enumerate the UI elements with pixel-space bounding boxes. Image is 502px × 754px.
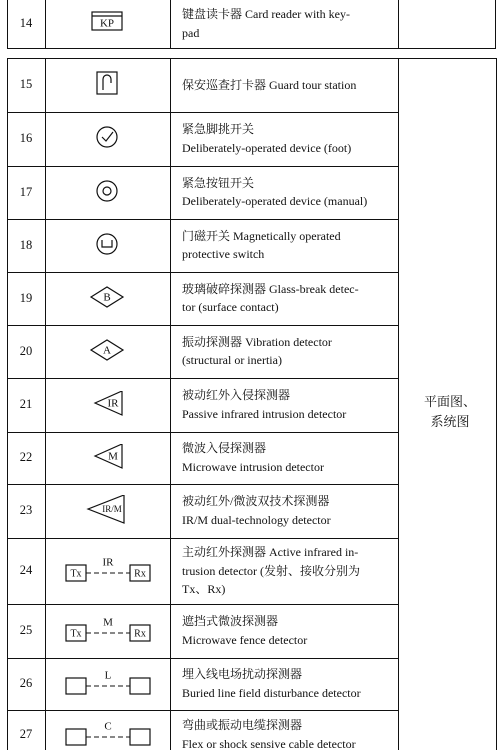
row-number: 26 bbox=[19, 676, 33, 690]
symbol-label: L bbox=[104, 670, 112, 682]
symbol-label: M bbox=[108, 450, 118, 463]
row-divider bbox=[7, 538, 399, 539]
grid-line bbox=[7, 58, 497, 59]
row-number: 24 bbox=[19, 563, 33, 577]
row-divider bbox=[7, 378, 399, 379]
grid-line bbox=[170, 58, 171, 750]
symbol-label: B bbox=[103, 291, 111, 304]
symbol-label: A bbox=[103, 344, 111, 357]
active-infrared-detector-icon bbox=[60, 557, 160, 583]
symbol-label: KP bbox=[99, 17, 115, 30]
receiver-label: Rx bbox=[134, 568, 146, 580]
symbol-label: IR/M bbox=[102, 504, 122, 515]
symbol-label: IR bbox=[107, 397, 119, 410]
row-description: 遮挡式微波探测器 Microwave fence detector bbox=[182, 614, 308, 647]
row-divider bbox=[7, 219, 399, 220]
row-divider bbox=[7, 484, 399, 485]
grid-line bbox=[496, 58, 497, 750]
row-description: 紧急脚挑开关 Deliberately-operated device (foot) bbox=[182, 122, 352, 155]
transmitter-label: Tx bbox=[70, 628, 82, 640]
row-description: 振动探测器 Vibration detector (structural or inertia) bbox=[182, 334, 332, 368]
row-description: 埋入线电场扰动探测器 Buried line field disturbance detector bbox=[182, 667, 361, 700]
row-divider bbox=[7, 112, 399, 113]
row-number: 15 bbox=[19, 77, 33, 91]
glass-break-detector-icon bbox=[60, 285, 160, 311]
symbol-label: IR bbox=[102, 557, 114, 569]
grid-line bbox=[45, 58, 46, 750]
manual-button-icon bbox=[60, 179, 160, 205]
grid-line bbox=[45, 0, 46, 49]
row-description: 门磁开关 Magnetically operated protective switch bbox=[182, 228, 341, 262]
row-description: 紧急按钮开关 Deliberately-operated device (manual) bbox=[182, 175, 368, 209]
magnetic-switch-icon bbox=[60, 232, 160, 258]
symbol-label: M bbox=[103, 617, 113, 629]
row-number: 27 bbox=[19, 727, 33, 741]
guard-tour-station-icon bbox=[60, 71, 160, 97]
grid-line bbox=[495, 0, 496, 49]
row-number: 14 bbox=[19, 16, 33, 30]
row-number: 18 bbox=[19, 237, 33, 252]
row-divider bbox=[7, 658, 399, 659]
usage-cell: 平面图、 系统图 bbox=[423, 394, 476, 430]
keypad-card-reader-icon bbox=[60, 10, 160, 36]
receiver-label: Rx bbox=[134, 628, 146, 640]
row-number: 20 bbox=[19, 343, 33, 358]
foot-switch-icon bbox=[60, 125, 160, 151]
row-description: 保安巡查打卡器 Guard tour station bbox=[182, 77, 357, 92]
row-divider bbox=[7, 604, 399, 605]
row-divider bbox=[7, 272, 399, 273]
row-divider bbox=[7, 325, 399, 326]
row-number: 16 bbox=[19, 131, 33, 145]
row-description: 玻璃破碎探测器 Glass-break detec- tor (surface contact) bbox=[182, 281, 359, 315]
row-divider bbox=[7, 166, 399, 167]
row-description: 被动红外入侵探测器 Passive infrared intrusion detector bbox=[182, 388, 347, 421]
row-description: 主动红外探测器 Active infrared in- trusion detector (发射、接收分别为 Tx、Rx) bbox=[182, 545, 360, 597]
row-number: 23 bbox=[19, 503, 33, 517]
row-number: 22 bbox=[19, 450, 33, 464]
row-number: 25 bbox=[19, 623, 33, 637]
symbol-label: C bbox=[104, 721, 112, 733]
row-number: 17 bbox=[19, 184, 33, 199]
buried-line-detector-icon bbox=[60, 670, 160, 696]
row-number: 19 bbox=[19, 290, 33, 305]
microwave-fence-detector-icon bbox=[60, 617, 160, 643]
microwave-detector-icon bbox=[60, 444, 160, 470]
grid-line bbox=[398, 58, 399, 750]
grid-line bbox=[398, 0, 399, 49]
transmitter-label: Tx bbox=[70, 568, 82, 580]
row-description: 弯曲或振动电缆探测器 Flex or shock sensive cable detector bbox=[182, 718, 356, 751]
dual-technology-detector-icon bbox=[60, 495, 160, 525]
grid-line bbox=[7, 48, 495, 49]
passive-infrared-detector-icon bbox=[60, 391, 160, 417]
grid-line bbox=[170, 0, 171, 49]
row-divider bbox=[7, 432, 399, 433]
row-description: 键盘读卡器 Card reader with key- pad bbox=[182, 7, 350, 40]
vibration-detector-icon bbox=[60, 338, 160, 364]
row-description: 微波入侵探测器 Microwave intrusion detector bbox=[182, 441, 324, 474]
row-description: 被动红外/微波双技术探测器 IR/M dual-technology detector bbox=[182, 494, 331, 527]
shock-cable-detector-icon bbox=[60, 721, 160, 747]
row-divider bbox=[7, 710, 399, 711]
row-number: 21 bbox=[19, 397, 33, 411]
